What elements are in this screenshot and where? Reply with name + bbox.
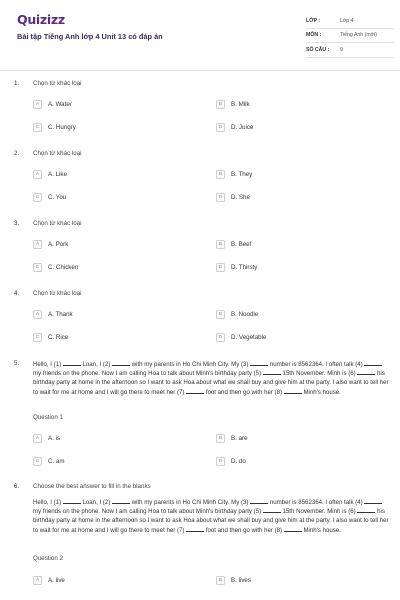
option-text: A. Water xyxy=(48,100,72,108)
passage-text: Hello, I (1) xyxy=(33,361,62,368)
meta-key: LỚP : xyxy=(306,17,321,24)
meta-row-count xyxy=(306,43,394,58)
option-text: B. Beef xyxy=(231,240,252,248)
blank-3 xyxy=(250,498,268,504)
option-letter-box[interactable]: D xyxy=(216,123,225,132)
blank-2 xyxy=(112,498,130,504)
meta-table xyxy=(306,14,394,58)
meta-key: MÔN : xyxy=(306,32,322,39)
question-number: 2. xyxy=(14,150,20,157)
option-letter-box[interactable]: A xyxy=(33,170,42,179)
question-number: 4. xyxy=(14,290,20,297)
option-d[interactable] xyxy=(216,191,250,203)
meta-value: Lớp 4 xyxy=(340,17,354,24)
worksheet-header xyxy=(0,0,400,70)
option-b[interactable] xyxy=(216,168,252,180)
option-letter-box[interactable]: C xyxy=(33,263,42,272)
option-text: C. You xyxy=(48,193,67,201)
option-c[interactable] xyxy=(33,455,65,467)
option-letter-box[interactable]: D xyxy=(216,193,225,202)
question-number: 6. xyxy=(14,483,20,490)
option-letter-box[interactable]: B xyxy=(216,170,225,179)
option-letter-box[interactable]: B xyxy=(216,310,225,319)
option-text: B. Noodle xyxy=(231,310,259,318)
passage-text: his birthday party at home in the afternoon so I want to ask Hoa about what we shall buy and give him at the party. I also want to tell her to wait for me at home and I will go there to meet her (7) xyxy=(33,508,389,534)
blank-5 xyxy=(263,369,281,375)
option-letter-box[interactable]: D xyxy=(216,263,225,272)
option-b[interactable] xyxy=(216,574,251,586)
option-a[interactable] xyxy=(33,432,60,444)
option-a[interactable] xyxy=(33,168,67,180)
passage-text: Loan, I (2) xyxy=(82,499,111,506)
meta-value: 9 xyxy=(340,46,343,53)
blank-6 xyxy=(357,369,375,375)
option-c[interactable] xyxy=(33,331,68,343)
option-b[interactable] xyxy=(216,432,248,444)
reading-passage xyxy=(33,498,391,535)
option-letter-box[interactable]: B xyxy=(216,240,225,249)
passage-text: Minh's house. xyxy=(303,526,341,534)
passage-text: 15th November. Minh is (6) xyxy=(282,370,356,378)
blank-3 xyxy=(250,360,268,366)
option-letter-box[interactable]: A xyxy=(33,434,42,443)
blank-8 xyxy=(284,388,302,394)
worksheet-title: Bài tập Tiếng Anh lớp 4 Unit 13 có đáp án xyxy=(17,32,163,41)
blank-1 xyxy=(63,360,81,366)
option-text: D. Juice xyxy=(231,123,254,131)
option-letter-box[interactable]: B xyxy=(216,100,225,109)
option-letter-box[interactable]: A xyxy=(33,310,42,319)
question-prompt: Chọn từ khác loại xyxy=(33,80,82,87)
option-letter-box[interactable]: B xyxy=(216,434,225,443)
question-number: 1. xyxy=(14,80,20,87)
option-a[interactable] xyxy=(33,574,65,586)
option-text: A. Pork xyxy=(48,240,69,248)
option-text: D. Thirsty xyxy=(231,263,258,271)
sub-question-label: Question 1 xyxy=(33,414,63,421)
option-letter-box[interactable]: C xyxy=(33,193,42,202)
option-d[interactable] xyxy=(216,261,257,273)
reading-passage xyxy=(33,360,391,397)
sub-question-label: Question 2 xyxy=(33,555,63,562)
question-prompt: Chọn từ khác loại xyxy=(33,290,82,297)
option-letter-box[interactable]: D xyxy=(216,333,225,342)
option-c[interactable] xyxy=(33,121,76,133)
option-a[interactable] xyxy=(33,308,73,320)
option-text: B. They xyxy=(231,170,253,178)
option-text: C. Rice xyxy=(48,333,69,341)
option-text: C. Chicken xyxy=(48,263,79,271)
option-d[interactable] xyxy=(216,331,266,343)
blank-7 xyxy=(186,388,204,394)
blank-6 xyxy=(357,507,375,513)
option-letter-box[interactable]: C xyxy=(33,123,42,132)
option-text: B. lives xyxy=(231,576,251,584)
passage-text: Loan, I (2) xyxy=(82,361,111,368)
option-text: A. is xyxy=(48,434,61,442)
passage-text: Hello, I (1) xyxy=(33,499,62,506)
option-b[interactable] xyxy=(216,98,250,110)
option-text: D. She xyxy=(231,193,250,201)
question-number: 3. xyxy=(14,220,20,227)
question-prompt: Chọn từ khác loại xyxy=(33,220,82,227)
option-text: C. am xyxy=(48,457,65,465)
option-a[interactable] xyxy=(33,238,68,250)
option-b[interactable] xyxy=(216,308,258,320)
passage-text: foot and then go with her (8) xyxy=(205,526,283,534)
passage-text: my friends on the phone. Now I am calling Hoa to talk about Minh's birthday party (5) xyxy=(33,508,262,516)
option-letter-box[interactable]: C xyxy=(33,333,42,342)
option-d[interactable] xyxy=(216,455,246,467)
passage-text: number is 8562364. I often talk (4) xyxy=(269,499,363,506)
option-text: C. Hungry xyxy=(48,123,76,131)
meta-value: Tiếng Anh (mới) xyxy=(340,32,377,39)
blank-4 xyxy=(364,360,382,366)
question-prompt: Choose the best answer to fill in the blanks xyxy=(33,483,151,490)
option-text: A. live xyxy=(48,576,65,584)
option-text: B. Milk xyxy=(231,100,250,108)
blank-4 xyxy=(364,498,382,504)
blank-7 xyxy=(186,526,204,532)
meta-row-subject xyxy=(306,29,394,44)
option-d[interactable] xyxy=(216,121,253,133)
option-letter-box[interactable]: A xyxy=(33,576,42,585)
option-b[interactable] xyxy=(216,238,251,250)
passage-text: Minh's house. xyxy=(303,388,341,396)
blank-8 xyxy=(284,526,302,532)
option-text: D. do xyxy=(231,457,246,465)
option-letter-box[interactable]: C xyxy=(33,457,42,466)
option-c[interactable] xyxy=(33,191,66,203)
question-prompt: Chọn từ khác loại xyxy=(33,150,82,157)
passage-text: my friends on the phone. Now I am calling Hoa to talk about Minh's birthday party (5) xyxy=(33,370,262,378)
header-divider xyxy=(0,70,400,71)
option-c[interactable] xyxy=(33,261,78,273)
option-a[interactable] xyxy=(33,98,72,110)
blank-2 xyxy=(112,360,130,366)
option-text: B. are xyxy=(231,434,248,442)
passage-text: 15th November. Minh is (6) xyxy=(282,508,356,516)
passage-text: number is 8562364. I often talk (4) xyxy=(269,361,363,368)
meta-key: SỐ CÂU : xyxy=(306,46,330,53)
option-text: A. Like xyxy=(48,170,67,178)
blank-1 xyxy=(63,498,81,504)
passage-text: foot and then go with her (8) xyxy=(205,388,283,396)
option-letter-box[interactable]: D xyxy=(216,457,225,466)
passage-text: his birthday party at home in the afternoon so I want to ask Hoa about what we shall buy and give him at the party. I also want to tell her to wait for me at home and I will go there to meet her (7) xyxy=(33,370,389,396)
passage-text: with my parents in Ho Chi Minh City. My (3) xyxy=(131,361,249,368)
blank-5 xyxy=(263,507,281,513)
option-text: A. Thank xyxy=(48,310,73,318)
quizizz-logo: Quizizz xyxy=(17,12,65,27)
option-letter-box[interactable]: B xyxy=(216,576,225,585)
option-text: D. Vegetable xyxy=(231,333,267,341)
passage-text: with my parents in Ho Chi Minh City. My (3) xyxy=(131,499,249,506)
question-number: 5. xyxy=(14,360,20,367)
option-letter-box[interactable]: A xyxy=(33,240,42,249)
meta-row-grade xyxy=(306,14,394,29)
option-letter-box[interactable]: A xyxy=(33,100,42,109)
